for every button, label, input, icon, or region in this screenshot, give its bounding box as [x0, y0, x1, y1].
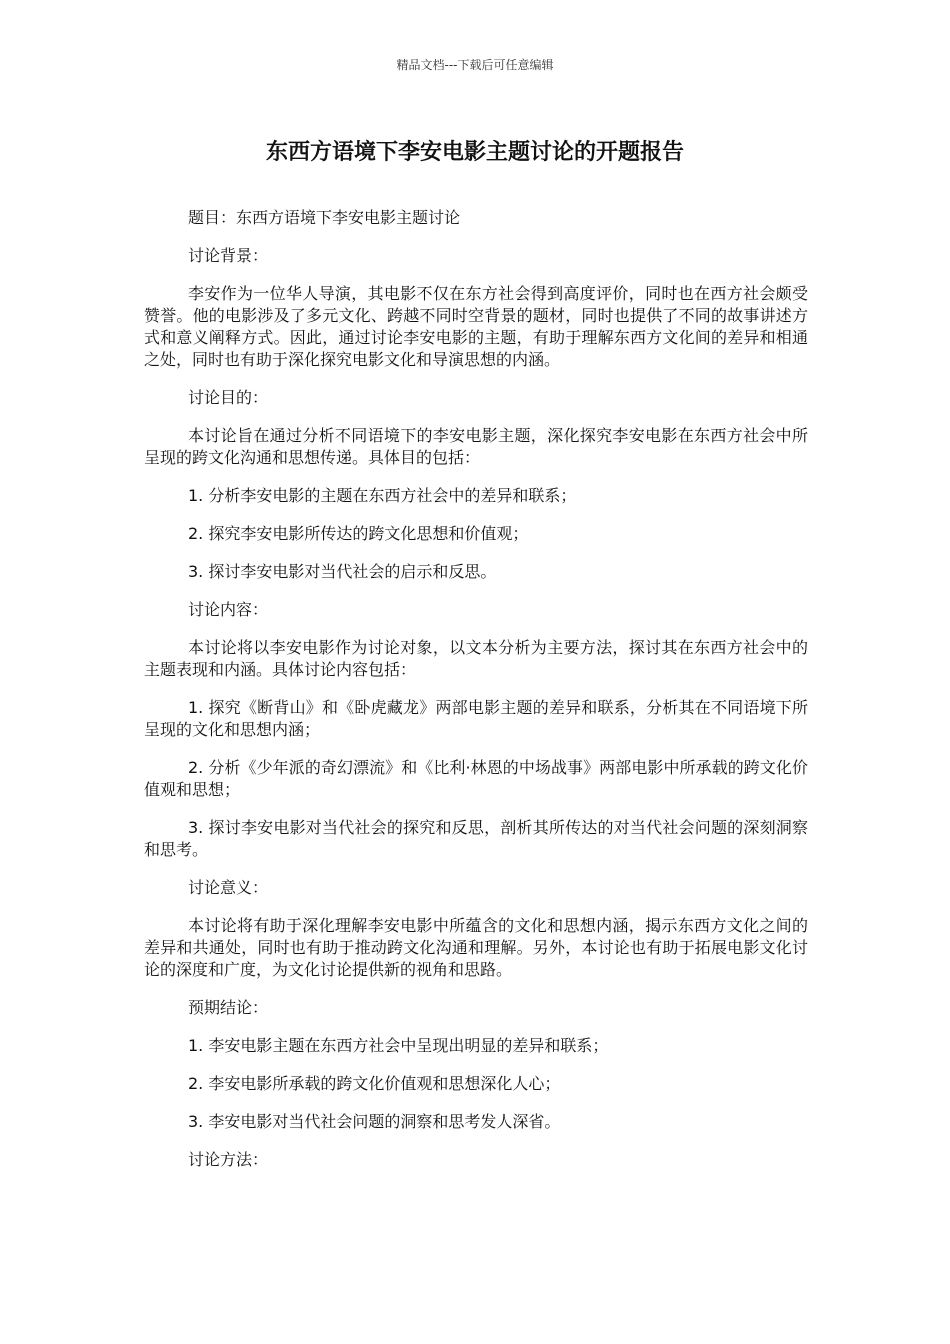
- heading-content: 讨论内容：: [188, 600, 269, 619]
- list-item-purpose-1: 1. 分析李安电影的主题在东西方社会中的差异和联系；: [188, 486, 577, 505]
- paragraph-significance: 本讨论将有助于深化理解李安电影中所蕴含的文化和思想内涵，揭示东西方文化之间的差异和共通处，同时也有助于推动跨文化沟通和理解。另外，本讨论也有助于拓展电影文化讨论的深度和广度，为文化讨论提供新的视角和思路。: [144, 916, 808, 979]
- heading-purpose: 讨论目的：: [188, 388, 269, 407]
- document-title: 东西方语境下李安电影主题讨论的开题报告: [265, 140, 684, 165]
- list-item-purpose-3: 3. 探讨李安电影对当代社会的启示和反思。: [188, 562, 497, 581]
- paragraph-topic: 题目：东西方语境下李安电影主题讨论: [188, 208, 461, 227]
- document-body: [144, 207, 808, 1187]
- heading-significance: 讨论意义：: [188, 878, 269, 897]
- list-item-content-2: 2. 分析《少年派的奇幻漂流》和《比利·林恩的中场战事》两部电影中所承载的跨文化价值观和思想；: [144, 758, 808, 799]
- paragraph-purpose: 本讨论旨在通过分析不同语境下的李安电影主题，深化探究李安电影在东西方社会中所呈现的跨文化沟通和思想传递。具体目的包括：: [144, 426, 808, 467]
- list-item-conclusion-2: 2. 李安电影所承载的跨文化价值观和思想深化人心；: [188, 1074, 561, 1093]
- list-item-purpose-2: 2. 探究李安电影所传达的跨文化思想和价值观；: [188, 524, 529, 543]
- list-item-content-1: 1. 探究《断背山》和《卧虎藏龙》两部电影主题的差异和联系，分析其在不同语境下所呈现的文化和思想内涵；: [144, 698, 808, 739]
- list-item-content-3: 3. 探讨李安电影对当代社会的探究和反思，剖析其所传达的对当代社会问题的深刻洞察和思考。: [144, 818, 808, 859]
- paragraph-content: 本讨论将以李安电影作为讨论对象，以文本分析为主要方法，探讨其在东西方社会中的主题表现和内涵。具体讨论内容包括：: [144, 638, 808, 679]
- header-watermark: 精品文档---下载后可任意编辑: [396, 58, 554, 72]
- heading-conclusion: 预期结论：: [188, 998, 269, 1017]
- list-item-conclusion-1: 1. 李安电影主题在东西方社会中呈现出明显的差异和联系；: [188, 1036, 609, 1055]
- heading-method: 讨论方法：: [188, 1150, 269, 1169]
- list-item-conclusion-3: 3. 李安电影对当代社会问题的洞察和思考发人深省。: [188, 1112, 561, 1131]
- paragraph-background: 李安作为一位华人导演，其电影不仅在东方社会得到高度评价，同时也在西方社会颇受赞誉。他的电影涉及了多元文化、跨越不同时空背景的题材，同时也提供了不同的故事讲述方式和意义阐释方式。因此，通过讨论李安电影的主题，有助于理解东西方文化间的差异和相通之处，同时也有助于深化探究电影文化和导演思想的内涵。: [144, 284, 808, 369]
- heading-background: 讨论背景：: [188, 246, 269, 265]
